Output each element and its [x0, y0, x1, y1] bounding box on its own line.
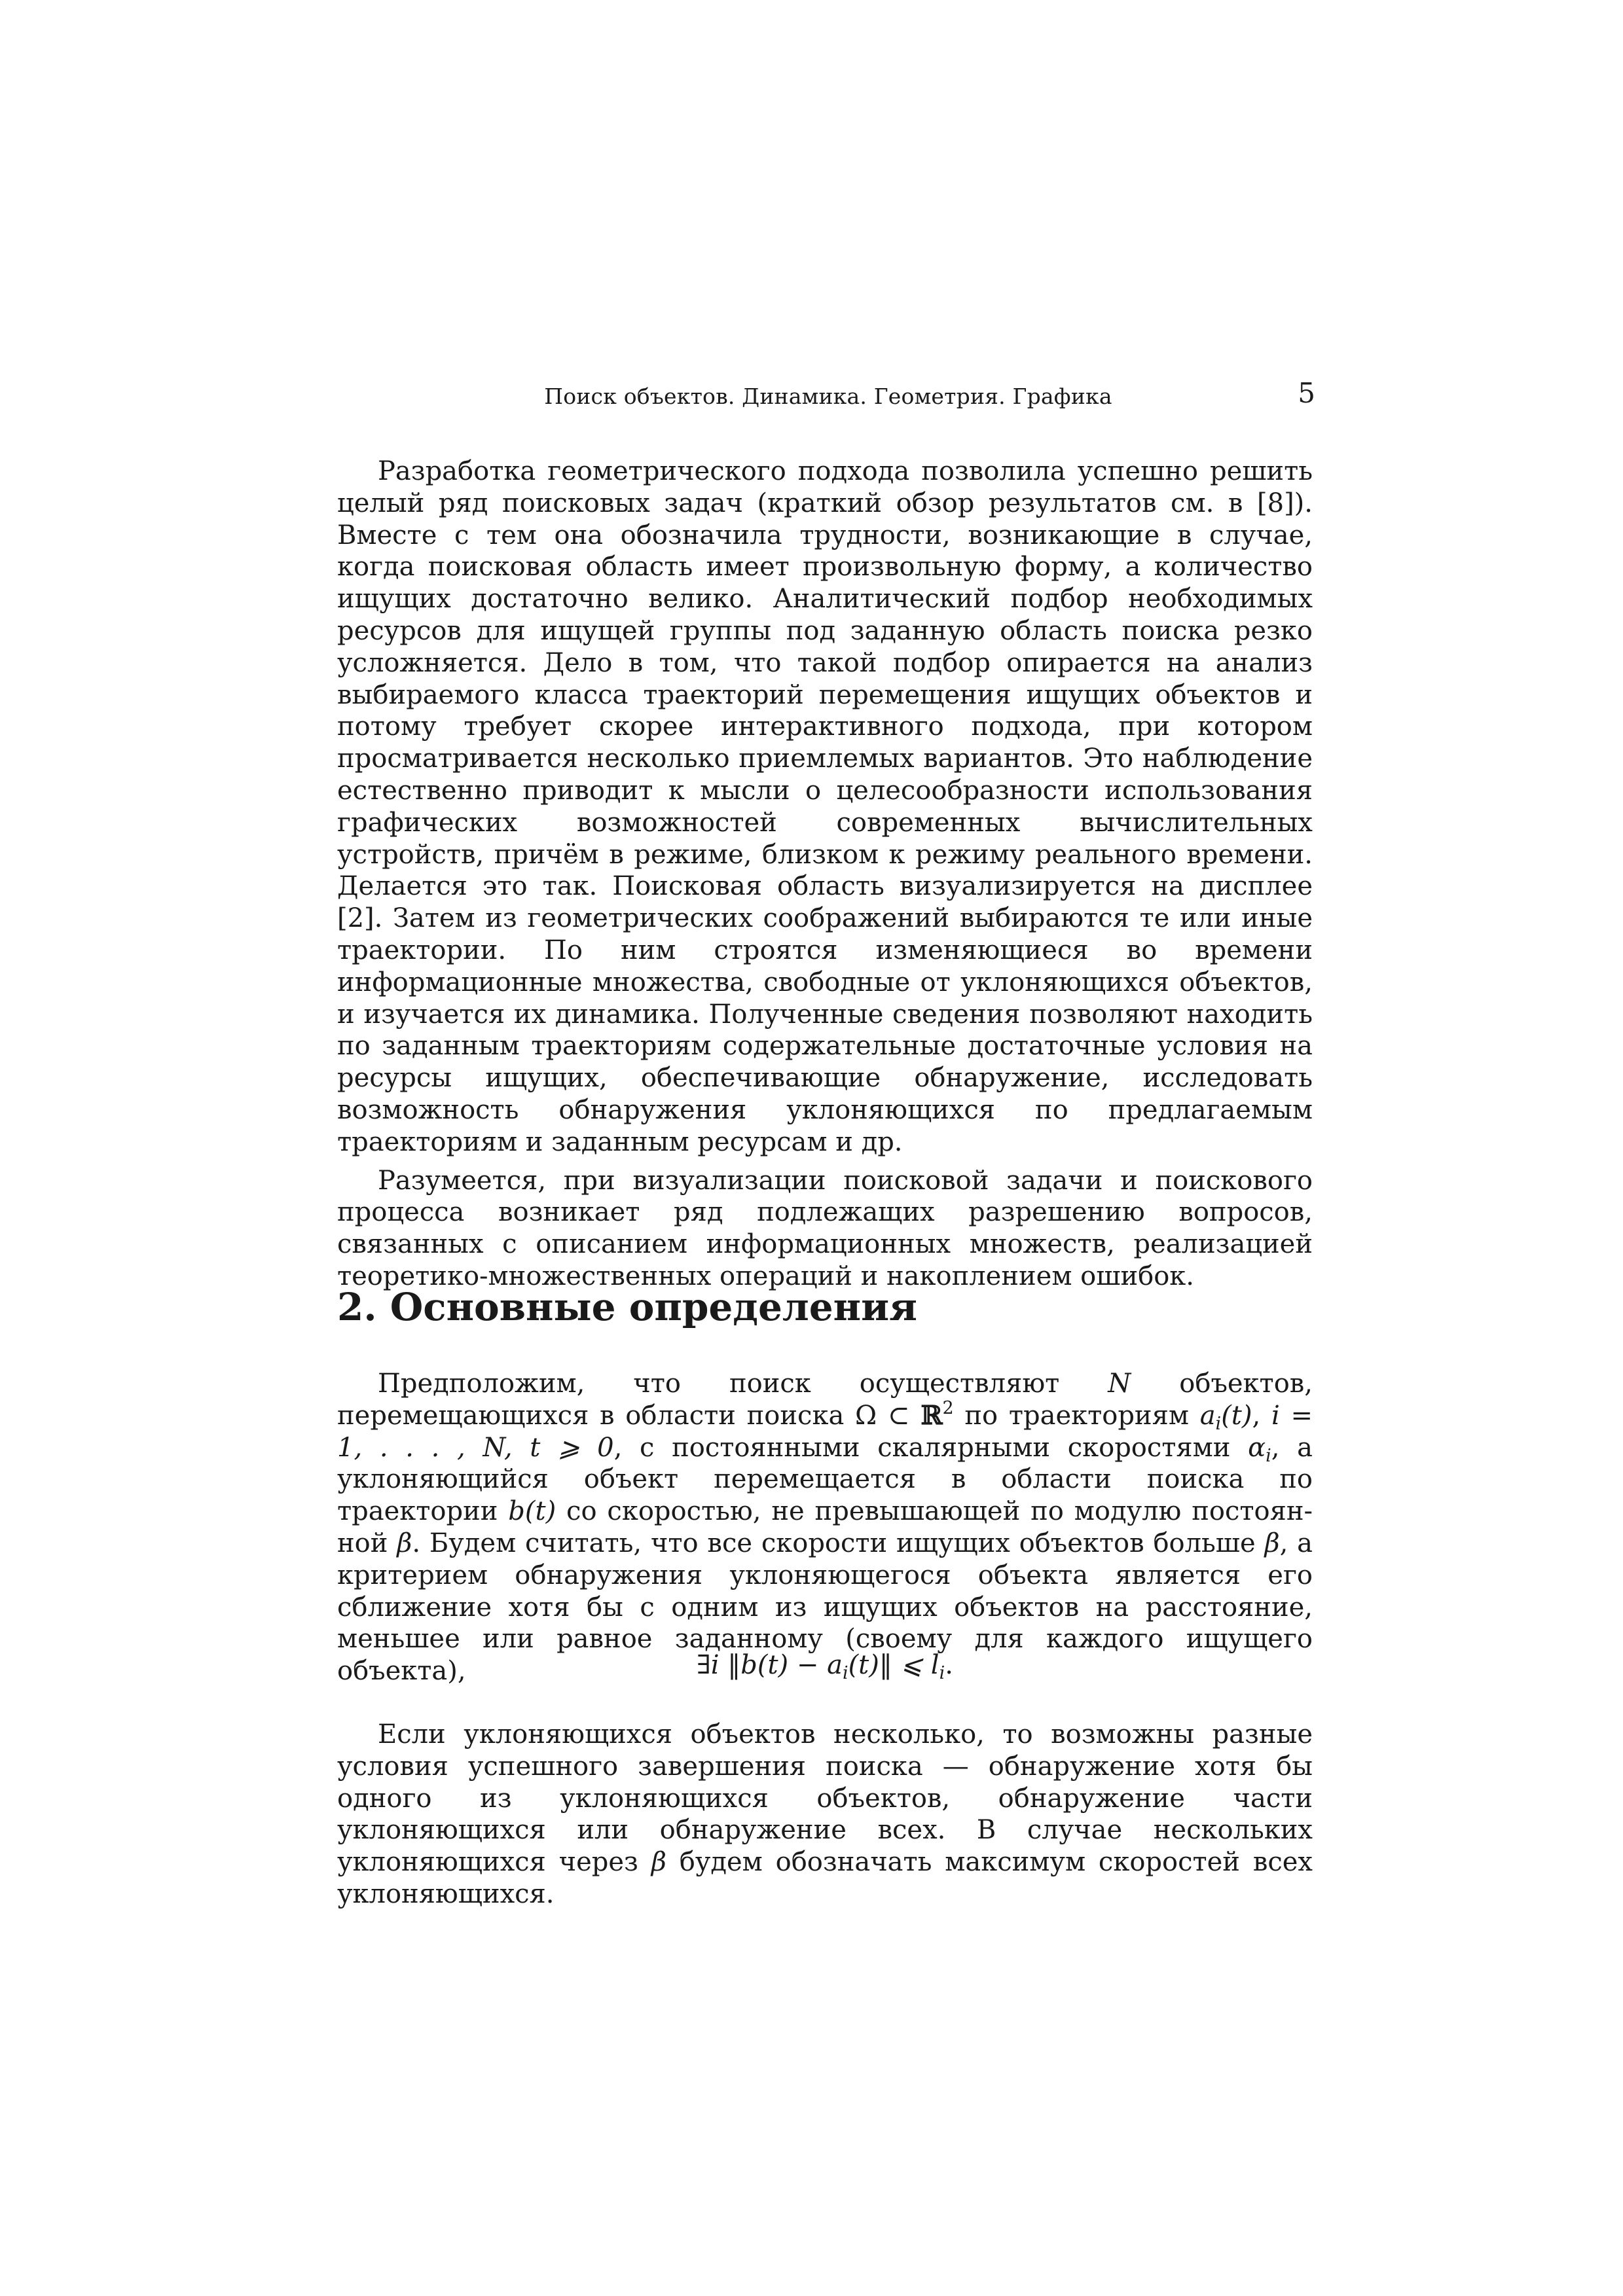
- running-header: [337, 377, 1319, 416]
- paragraph: Разработка геометрического подхода позволила успешно решить целый ряд поисковых задач (краткий обзор результатов см. в [8]). Вместе с тем она обозначила трудности, возникающие в случае, когда поисковая область имеет произвольную форму, а количество ищущих достаточно велико. Аналитический подбор необходимых ресурсов для ищущей группы под заданную область поиска резко усложняется. Дело в том, что такой подбор опирается на анализ выбираемого класса траекторий перемещения ищущих объектов и потому требует скорее интерактивного подхода, при котором просматривается несколько приемлемых вариантов. Это наблюдение естественно приводит к мысли о целесообразности использования графических возможностей современных вычислительных устройств, причём в режиме, близком к режиму реального времени. Делается это так. Поисковая область визуализируется на дисплее [2]. Затем из геометрических соображений выбираются те или иные траектории. По ним строятся изменяющиеся во времени информационные множества, свободные от уклоняющихся объектов, и изучается их динамика. Полученные сведения позволяют находить по заданным траекториям содержательные достаточные условия на ресурсы ищущих, обеспечивающие обнаружение, исследовать возможность обнаружения уклоняющихся по предлагаемым траекториям и заданным ресурсам и др.: [337, 456, 1313, 1157]
- math-var: ℝ: [921, 1399, 943, 1431]
- paragraph: Если уклоняющихся объектов несколько, то возможны разные условия успешного завершения поиска — обнаружение хотя бы одного из уклоняющихся объектов, обнаружение части уклоняющихся или обнаружение всех. В случае нескольких уклоняющихся через β будем обозначать максимум скоростей всех уклоняющихся.: [337, 1719, 1313, 1909]
- page-number: 5: [1298, 377, 1315, 409]
- paragraph: Разумеется, при визуализации поисковой задачи и поискового процесса возникает ряд подлежащих разрешению вопросов, связанных с описанием информационных множеств, реализацией теоретико-множественных операций и накоплением ошибок.: [337, 1165, 1313, 1291]
- closing-text: [337, 1719, 1313, 1910]
- math-var: b(t): [508, 1496, 556, 1527]
- running-title: Поиск объектов. Динамика. Геометрия. Графика: [544, 384, 1112, 409]
- math-var: β: [1264, 1528, 1280, 1558]
- math-var: N: [1108, 1369, 1131, 1399]
- math-var: a: [1199, 1400, 1216, 1431]
- intro-text: [337, 456, 1313, 1293]
- math-expr: i = 1, . . . , N, t ⩾ 0: [337, 1400, 1313, 1463]
- section-heading: 2. Основные определения: [337, 1285, 917, 1329]
- math-var: α: [1248, 1432, 1266, 1463]
- section-text: [337, 1368, 1313, 1687]
- paragraph: Предположим, что поиск осуществляют N объектов, перемещающихся в области поиска Ω ⊂ ℝ$^2$ по траекториям $a_i(t)$, i = 1, . . . , N, t ⩾ 0, с постоянными скалярными скоростями $\alpha_i$, а уклоняющийся объект перемещается в области поиска по траектории b(t) со скоростью, не превышающей по модулю постоянной β. Будем считать, что все скорости ищущих объектов больше β, а критерием обнаружения уклоняющегося объекта является его сближение хотя бы с одним из ищущих объектов на расстояние, меньшее или равное заданному (своему для каждого ищущего объекта),: [337, 1369, 1313, 1687]
- math-var: β: [651, 1847, 666, 1878]
- math-var: β: [397, 1528, 412, 1558]
- display-formula: ∃i ‖b(t) − $a_i(t)‖$ ⩽ $l_i$.: [697, 1650, 953, 1683]
